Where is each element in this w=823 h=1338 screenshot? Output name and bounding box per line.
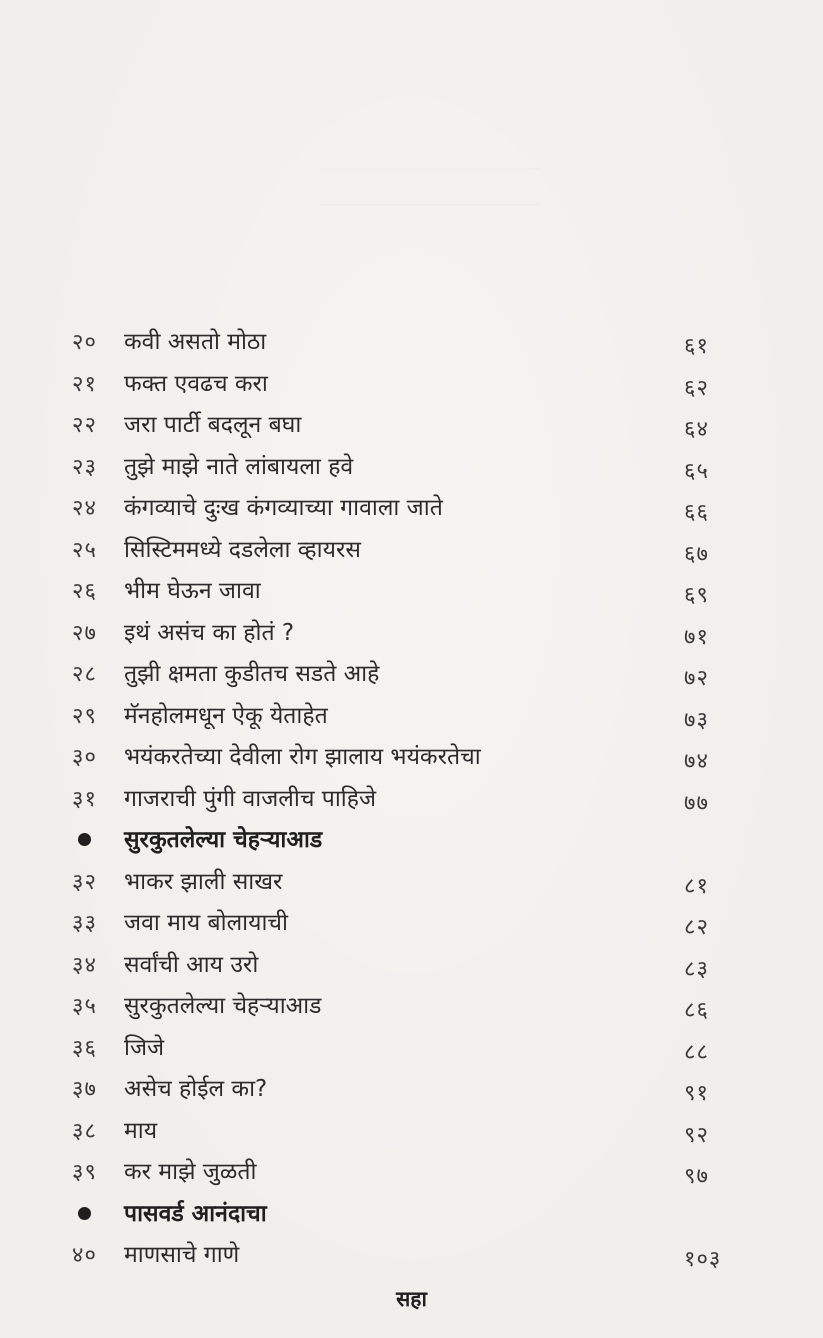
entry-page-number: ९१ [684,1081,709,1106]
faint-show-through [320,168,540,206]
entry-number: २० [72,330,97,355]
entry-page-number: ९२ [684,1122,709,1148]
entry-title: तुझे माझे नाते लांबायला हवे [124,453,354,480]
toc-entry [0,1109,823,1151]
entry-title: जरा पार्टी बदलून बघा [124,412,302,438]
entry-page-number: ७२ [684,666,709,691]
toc-entry [0,569,823,611]
section-title: सुरकुतलेल्या चेहऱ्याआड [124,827,323,853]
toc-entry [0,1026,823,1068]
entry-title: सिस्टिममध्ये दडलेला व्हायरस [124,536,361,563]
entry-number: ३६ [72,1035,97,1061]
entry-number: २४ [72,496,97,521]
toc-entry [0,445,823,487]
entry-page-number: ६२ [684,375,709,401]
entry-title: इथं असंच का होतं ? [124,619,295,646]
toc-entry [0,901,823,943]
entry-number: ३३ [72,911,97,936]
toc-entry [0,652,823,694]
page-footer-label: सहा [396,1287,427,1311]
entry-page-number: ६७ [684,541,709,567]
entry-title: कंगव्याचे दुःख कंगव्याच्या गावाला जाते [124,495,443,521]
entry-number: २७ [72,620,97,646]
bullet-icon [78,1207,91,1220]
section-title: पासवर्ड आनंदाचा [124,1200,267,1227]
entry-page-number: ९७ [684,1164,709,1189]
entry-page-number: ८१ [684,873,709,899]
entry-number: ३२ [72,869,97,895]
entry-title: कर माझे जुळती [124,1159,257,1185]
toc-entry [0,735,823,777]
entry-page-number: ८२ [684,915,709,940]
entry-page-number: ८६ [684,998,709,1023]
toc-entry [0,486,823,528]
entry-number: २२ [72,413,97,438]
entry-page-number: ६५ [684,458,709,484]
entry-page-number: ७३ [684,707,709,733]
toc-entry [0,611,823,653]
toc-entry [0,860,823,902]
toc-section-heading [0,818,823,860]
entry-number: ३९ [72,1160,97,1185]
entry-title: तुझी क्षमता कुडीतच सडते आहे [124,661,380,687]
entry-title: फक्त एवढच करा [124,370,268,397]
entry-page-number: ७४ [684,749,709,774]
toc-entry [0,403,823,445]
entry-page-number: ६९ [684,583,709,608]
entry-number: २१ [72,371,97,397]
entry-title: जवा माय बोलायाची [124,910,288,936]
entry-page-number: ८८ [684,1039,709,1065]
entry-title: भीम घेऊन जावा [124,578,261,604]
entry-page-number: १०३ [684,1247,722,1272]
toc-entry [0,1233,823,1275]
entry-page-number: ७७ [684,790,709,816]
entry-number: ३५ [72,994,97,1019]
entry-title: सुरकुतलेल्या चेहऱ्याआड [124,993,322,1019]
entry-title: माय [124,1117,158,1144]
entry-number: ३८ [72,1118,97,1144]
toc-entry [0,777,823,819]
entry-title: भाकर झाली साखर [124,868,283,895]
toc-entry [0,362,823,404]
toc-section-heading [0,1192,823,1234]
entry-number: ३१ [72,786,97,812]
entry-title: सर्वांची आय उरो [124,951,259,978]
entry-title: मॅनहोलमधून ऐकू येताहेत [124,702,328,729]
entry-title: भयंकरतेच्या देवीला रोग झालाय भयंकरतेचा [124,744,481,770]
entry-title: गाजराची पुंगी वाजलीच पाहिजे [124,785,377,812]
entry-page-number: ६१ [684,334,709,359]
entry-number: २९ [72,703,97,729]
entry-page-number: ६४ [684,417,709,442]
toc-entry [0,1150,823,1192]
bullet-icon [78,833,91,846]
toc-entry [0,1067,823,1109]
entry-number: २८ [72,662,97,687]
entry-number: ३४ [72,952,97,978]
toc-entry [0,984,823,1026]
entry-number: २५ [72,537,97,563]
entry-number: ४० [72,1243,97,1268]
entry-number: २६ [72,579,97,604]
entry-title: जिजे [124,1034,165,1061]
toc-entry [0,320,823,362]
toc-entry [0,943,823,985]
entry-title: माणसाचे गाणे [124,1242,240,1268]
entry-page-number: ८३ [684,956,709,982]
toc-entry [0,694,823,736]
toc-entry [0,528,823,570]
entry-title: कवी असतो मोठा [124,329,267,355]
entry-number: ३० [72,745,97,770]
table-of-contents [0,320,823,1275]
entry-page-number: ७१ [684,624,709,650]
entry-number: २३ [72,454,97,480]
entry-title: असेच होईल का? [124,1076,268,1102]
entry-page-number: ६६ [684,500,709,525]
entry-number: ३७ [72,1077,97,1102]
